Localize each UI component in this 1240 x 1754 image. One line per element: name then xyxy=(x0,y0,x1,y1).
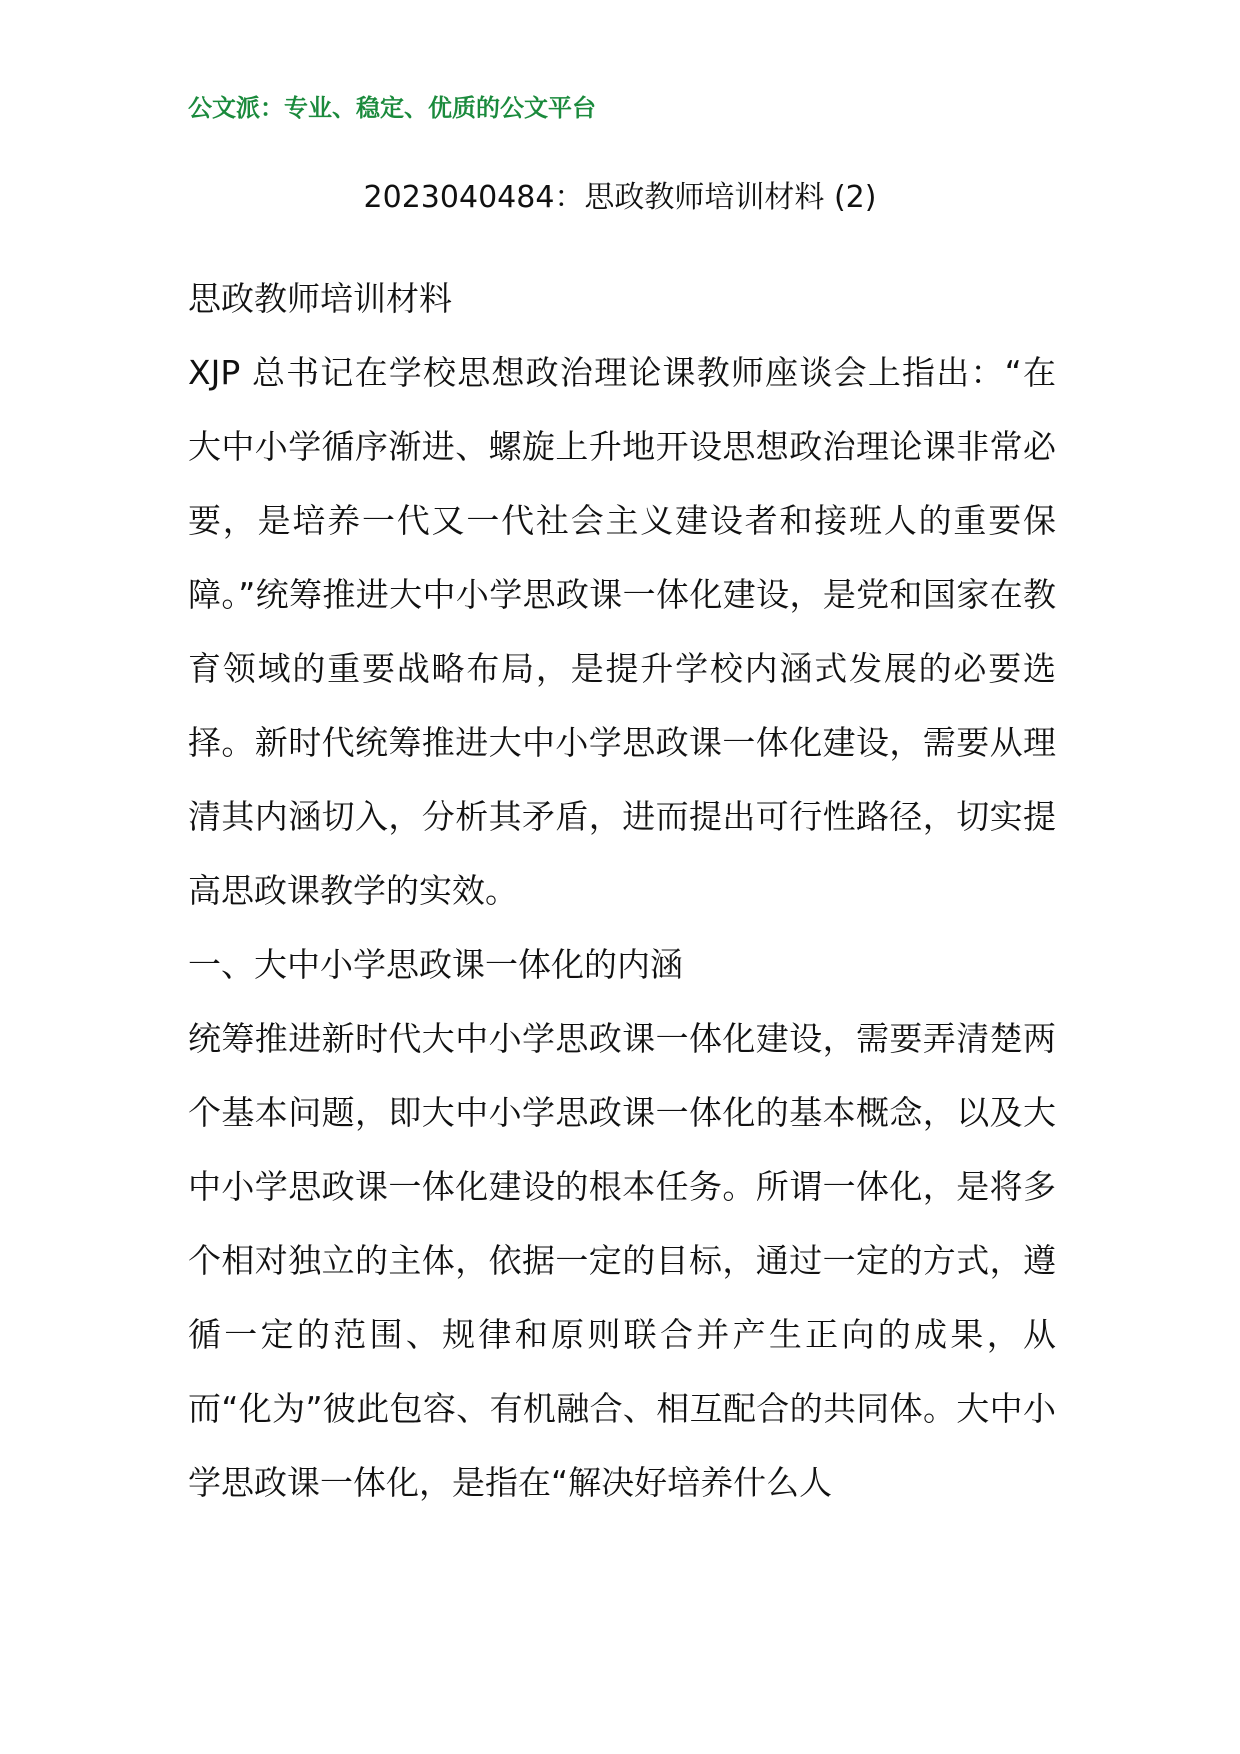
document-title: 2023040484：思政教师培训材料 (2) xyxy=(363,180,877,215)
document-subtitle: 思政教师培训材料 xyxy=(188,279,452,318)
paragraph-section-one: 统筹推进新时代大中小学思政课一体化建设，需要弄清楚两个基本问题，即大中小学思政课一体化的基本概念，以及大中小学思政课一体化建设的根本任务。所谓一体化，是将多个相对独立的主体，依据一定的目标，通过一定的方式，遵循一定的范围、规律和原则联合并产生正向的成果，从而“化为”彼此包容、有机融合、相互配合的共同体。大中小学思政课一体化，是指在“解决好培养什么人 xyxy=(188,1019,1056,1502)
paragraph-intro: XJP 总书记在学校思想政治理论课教师座谈会上指出：“在大中小学循序渐进、螺旋上升地开设思想政治理论课非常必要，是培养一代又一代社会主义建设者和接班人的重要保障。”统筹推进大中小学思政课一体化建设，是党和国家在教育领域的重要战略布局，是提升学校内涵式发展的必要选择。新时代统筹推进大中小学思政课一体化建设，需要从理清其内涵切入，分析其矛盾，进而提出可行性路径，切实提高思政课教学的实效。 xyxy=(188,353,1056,910)
document-body xyxy=(188,262,1056,1520)
section-heading: 一、大中小学思政课一体化的内涵 xyxy=(188,945,683,984)
header-brand-text: 公文派：专业、稳定、优质的公文平台 xyxy=(188,94,596,122)
